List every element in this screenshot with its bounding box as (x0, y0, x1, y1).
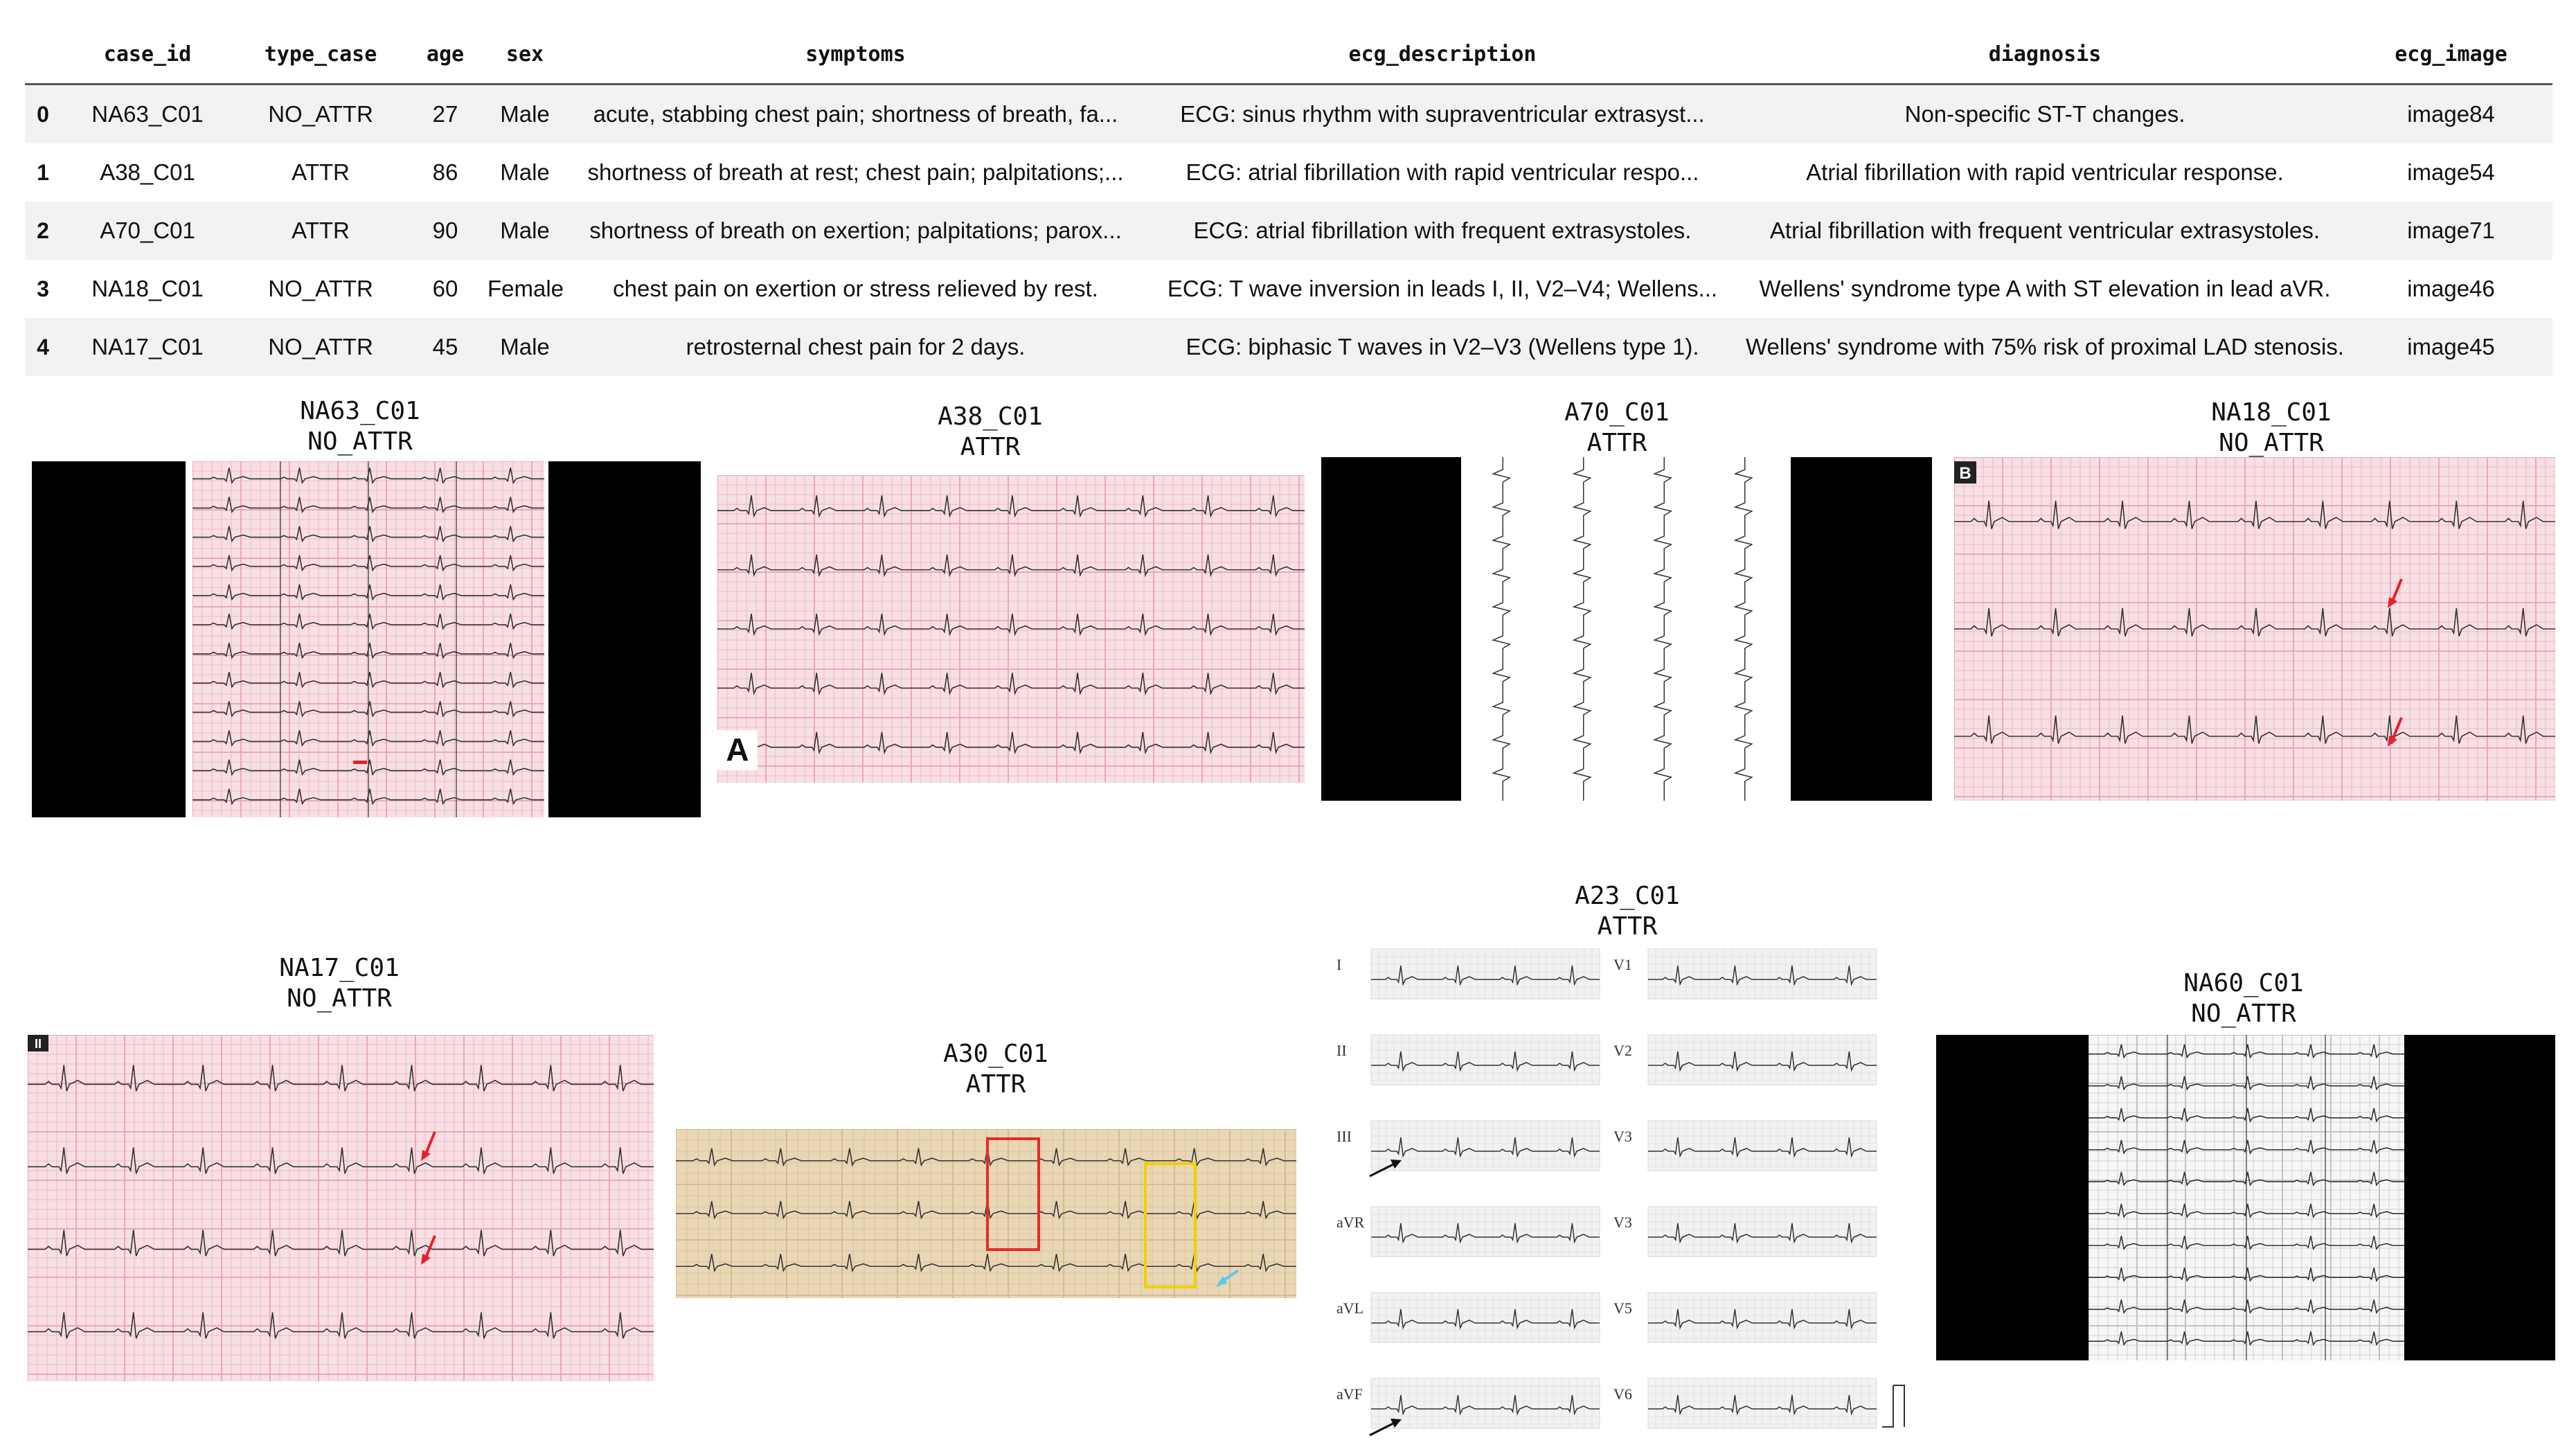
dataframe-table (25, 25, 2552, 376)
panel-type-case: NO_ATTR (307, 427, 413, 456)
ecg-svg (28, 1035, 654, 1381)
ecg-image (1323, 942, 1918, 1441)
cell-ecg-image: image54 (2350, 143, 2552, 202)
row-index: 4 (25, 318, 61, 376)
cell-age: 60 (407, 260, 483, 318)
panel-title (208, 396, 512, 457)
table-header-row (25, 25, 2552, 85)
cell-symptoms: retrosternal chest pain for 2 days. (566, 318, 1145, 376)
panel-letter-label: B (1959, 464, 1971, 483)
lead-label: II (1336, 1042, 1347, 1059)
column-header: age (407, 25, 483, 85)
ecg-image (676, 1129, 1296, 1298)
row-index: 1 (25, 143, 61, 202)
panel-title (843, 1039, 1148, 1100)
ecg-image (717, 475, 1305, 783)
panel-type-case: ATTR (965, 1070, 1026, 1099)
column-header: ecg_image (2350, 25, 2552, 85)
ecg-svg (676, 1129, 1296, 1298)
ecg-svg (1463, 457, 1785, 801)
ecg-image (193, 461, 544, 817)
cell-type-case: NO_ATTR (234, 85, 407, 144)
column-header: type_case (234, 25, 407, 85)
ecg-background (1463, 457, 1785, 801)
cell-case-id: NA17_C01 (61, 318, 234, 376)
panel-letter-label: A (726, 731, 749, 767)
panel-case-id: A23_C01 (1575, 882, 1680, 910)
cell-case-id: NA63_C01 (61, 85, 234, 144)
panel-case-id: A38_C01 (938, 402, 1043, 431)
panel-title (1475, 881, 1780, 942)
cell-sex: Male (483, 143, 566, 202)
ecg-svg (1954, 457, 2555, 801)
cell-ecg-image: image46 (2350, 260, 2552, 318)
cell-diagnosis: Atrial fibrillation with rapid ventricular response. (1740, 143, 2350, 202)
cell-sex: Male (483, 202, 566, 260)
black-padding-left (1321, 457, 1461, 801)
cell-diagnosis: Atrial fibrillation with frequent ventricular extrasystoles. (1740, 202, 2350, 260)
cell-type-case: NO_ATTR (234, 318, 407, 376)
cell-diagnosis: Wellens' syndrome type A with ST elevation in lead aVR. (1740, 260, 2350, 318)
cell-symptoms: shortness of breath on exertion; palpitations; parox... (566, 202, 1145, 260)
ecg-svg (717, 475, 1305, 783)
cell-age: 86 (407, 143, 483, 202)
cell-age: 90 (407, 202, 483, 260)
panel-title (2119, 398, 2424, 459)
ecg-background (28, 1035, 654, 1381)
panel-type-case: NO_ATTR (2191, 1000, 2296, 1028)
table-row (25, 85, 2552, 144)
lead-label: V6 (1613, 1385, 1632, 1403)
table-row (25, 318, 2552, 376)
black-padding-right (1791, 457, 1932, 801)
cell-age: 45 (407, 318, 483, 376)
cell-ecg-description: ECG: T wave inversion in leads I, II, V2–V4; Wellens... (1145, 260, 1740, 318)
cell-symptoms: chest pain on exertion or stress relieved by rest. (566, 260, 1145, 318)
cell-ecg-image: image84 (2350, 85, 2552, 144)
black-padding-right (2404, 1035, 2555, 1360)
cell-symptoms: acute, stabbing chest pain; shortness of breath, fa... (566, 85, 1145, 144)
lead-label: aVL (1336, 1299, 1364, 1317)
column-header: sex (483, 25, 566, 85)
ecg-background (1323, 942, 1918, 1441)
cell-sex: Male (483, 85, 566, 144)
cell-ecg-image: image45 (2350, 318, 2552, 376)
ecg-svg (193, 461, 544, 817)
cell-case-id: NA18_C01 (61, 260, 234, 318)
cell-case-id: A70_C01 (61, 202, 234, 260)
panel-type-case: ATTR (1586, 429, 1647, 457)
lead-label: III (1336, 1128, 1352, 1145)
panel-type-case: NO_ATTR (287, 984, 392, 1013)
panel-type-case: NO_ATTR (2219, 429, 2324, 457)
panel-title (1465, 398, 1769, 459)
panel-title (187, 953, 492, 1014)
table-row (25, 260, 2552, 318)
cell-type-case: ATTR (234, 143, 407, 202)
cell-diagnosis: Wellens' syndrome with 75% risk of proximal LAD stenosis. (1740, 318, 2350, 376)
cell-ecg-description: ECG: atrial fibrillation with rapid ventricular respo... (1145, 143, 1740, 202)
table-row (25, 202, 2552, 260)
ecg-svg (1323, 942, 1918, 1441)
lead-label: aVR (1336, 1214, 1365, 1231)
lead-label: V5 (1613, 1299, 1632, 1317)
table-row (25, 143, 2552, 202)
panel-type-case: ATTR (960, 433, 1021, 461)
ecg-image (2088, 1035, 2404, 1360)
cell-type-case: ATTR (234, 202, 407, 260)
cell-symptoms: shortness of breath at rest; chest pain; palpitations;... (566, 143, 1145, 202)
row-index: 2 (25, 202, 61, 260)
black-padding-left (32, 461, 186, 817)
column-header: diagnosis (1740, 25, 2350, 85)
cell-ecg-description: ECG: sinus rhythm with supraventricular extrasyst... (1145, 85, 1740, 144)
panel-letter-label: II (34, 1037, 42, 1051)
row-index: 3 (25, 260, 61, 318)
ecg-image (1954, 457, 2555, 801)
panel-case-id: NA17_C01 (279, 954, 400, 982)
cell-age: 27 (407, 85, 483, 144)
column-header: symptoms (566, 25, 1145, 85)
panel-case-id: A30_C01 (943, 1040, 1048, 1068)
panel-title (2091, 968, 2396, 1029)
lead-label: V3 (1613, 1128, 1632, 1145)
cell-sex: Male (483, 318, 566, 376)
lead-label: I (1336, 956, 1342, 973)
black-padding-left (1936, 1035, 2088, 1360)
panel-title (838, 402, 1143, 463)
cell-diagnosis: Non-specific ST-T changes. (1740, 85, 2350, 144)
red-marker (353, 761, 367, 764)
ecg-image (28, 1035, 654, 1381)
lead-label: aVF (1336, 1385, 1363, 1403)
cell-ecg-description: ECG: atrial fibrillation with frequent extrasystoles. (1145, 202, 1740, 260)
lead-label: V1 (1613, 956, 1632, 973)
cell-type-case: NO_ATTR (234, 260, 407, 318)
column-header: ecg_description (1145, 25, 1740, 85)
row-index: 0 (25, 85, 61, 144)
black-padding-right (548, 461, 701, 817)
panel-case-id: NA63_C01 (300, 397, 420, 425)
cell-case-id: A38_C01 (61, 143, 234, 202)
ecg-svg (2088, 1035, 2404, 1360)
cell-sex: Female (483, 260, 566, 318)
lead-label: V3 (1613, 1214, 1632, 1231)
column-header: case_id (61, 25, 234, 85)
cell-ecg-image: image71 (2350, 202, 2552, 260)
panel-case-id: NA60_C01 (2183, 969, 2304, 997)
column-header (25, 25, 61, 85)
cell-ecg-description: ECG: biphasic T waves in V2–V3 (Wellens type 1). (1145, 318, 1740, 376)
ecg-image (1463, 457, 1785, 801)
lead-label: V2 (1613, 1042, 1632, 1059)
panel-case-id: A70_C01 (1564, 398, 1670, 427)
panel-type-case: ATTR (1597, 912, 1658, 941)
panel-case-id: NA18_C01 (2211, 398, 2332, 427)
